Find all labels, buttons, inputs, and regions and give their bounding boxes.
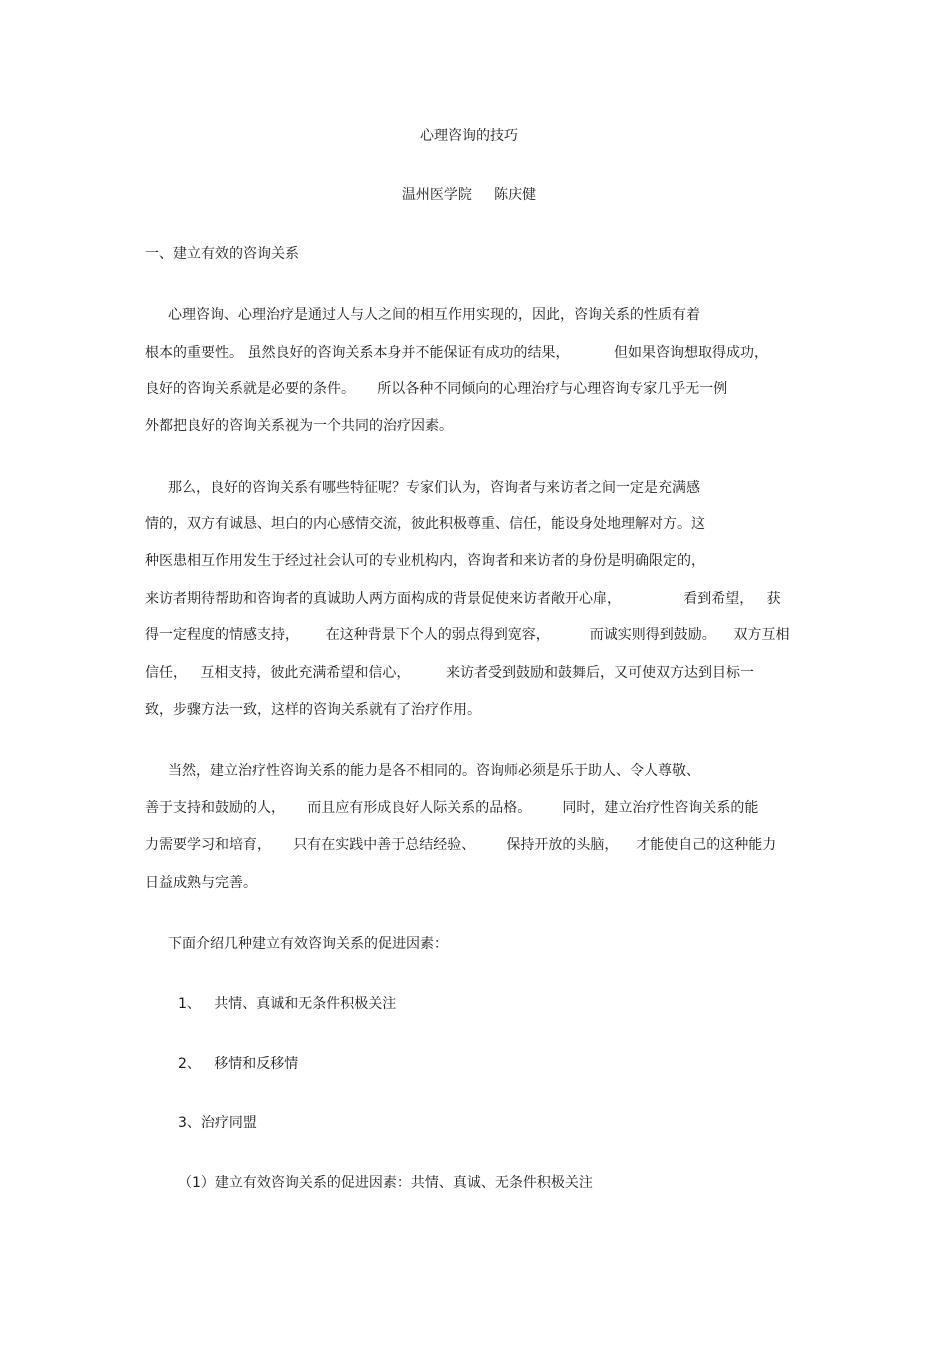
paragraph-line: 得一定程度的情感支持， 在这种背景下个人的弱点得到宽容， 而诚实则得到鼓励。 双方互相 bbox=[145, 627, 790, 643]
paragraph-line: 心理咨询、心理治疗是通过人与人之间的相互作用实现的，因此，咨询关系的性质有着 bbox=[168, 307, 700, 323]
paragraph-line: 日益成熟与完善。 bbox=[145, 875, 257, 891]
paragraph-line: 力需要学习和培育， 只有在实践中善于总结经验、 保持开放的头脑， 才能使自己的这种能力 bbox=[145, 837, 777, 853]
paragraph-line: 外都把良好的咨询关系视为一个共同的治疗因素。 bbox=[145, 418, 453, 434]
intro-line: 下面介绍几种建立有效咨询关系的促进因素： bbox=[168, 936, 448, 952]
paragraph-line: 良好的咨询关系就是必要的条件。 所以各种不同倾向的心理治疗与心理咨询专家几乎无一例 bbox=[145, 381, 728, 397]
section-heading: 一、建立有效的咨询关系 bbox=[145, 246, 299, 262]
author-line: 温州医学院 陈庆健 bbox=[401, 187, 537, 203]
paragraph-line: 根本的重要性。 虽然良好的咨询关系本身并不能保证有成功的结果， 但如果咨询想取得成功， bbox=[145, 345, 768, 361]
document-title: 心理咨询的技巧 bbox=[420, 128, 518, 144]
paragraph-line: 致，步骤方法一致，这样的咨询关系就有了治疗作用。 bbox=[145, 702, 481, 718]
paragraph-line: 信任， 互相支持，彼此充满希望和信心， 来访者受到鼓励和鼓舞后，又可使双方达到目标一 bbox=[145, 665, 754, 681]
list-item: 2、 移情和反移情 bbox=[178, 1056, 299, 1072]
paragraph-line: 那么，良好的咨询关系有哪些特征呢？专家们认为，咨询者与来访者之间一定是充满感 bbox=[168, 480, 700, 496]
paragraph-line: 善于支持和鼓励的人， 而且应有形成良好人际关系的品格。 同时，建立治疗性咨询关系的能 bbox=[145, 800, 759, 816]
subsection-heading: （1）建立有效咨询关系的促进因素：共情、真诚、无条件积极关注 bbox=[178, 1175, 593, 1191]
paragraph-line: 来访者期待帮助和咨询者的真诚助人两方面构成的背景促使来访者敞开心扉， 看到希望， 获 bbox=[145, 591, 781, 607]
list-item: 3、治疗同盟 bbox=[178, 1115, 257, 1131]
paragraph-line: 情的，双方有诚恳、坦白的内心感情交流，彼此积极尊重、信任，能设身处地理解对方。这 bbox=[145, 516, 705, 532]
list-item: 1、 共情、真诚和无条件积极关注 bbox=[178, 996, 397, 1012]
paragraph-line: 种医患相互作用发生于经过社会认可的专业机构内，咨询者和来访者的身份是明确限定的， bbox=[145, 553, 705, 569]
paragraph-line: 当然，建立治疗性咨询关系的能力是各不相同的。咨询师必须是乐于助人、令人尊敬、 bbox=[168, 763, 700, 779]
